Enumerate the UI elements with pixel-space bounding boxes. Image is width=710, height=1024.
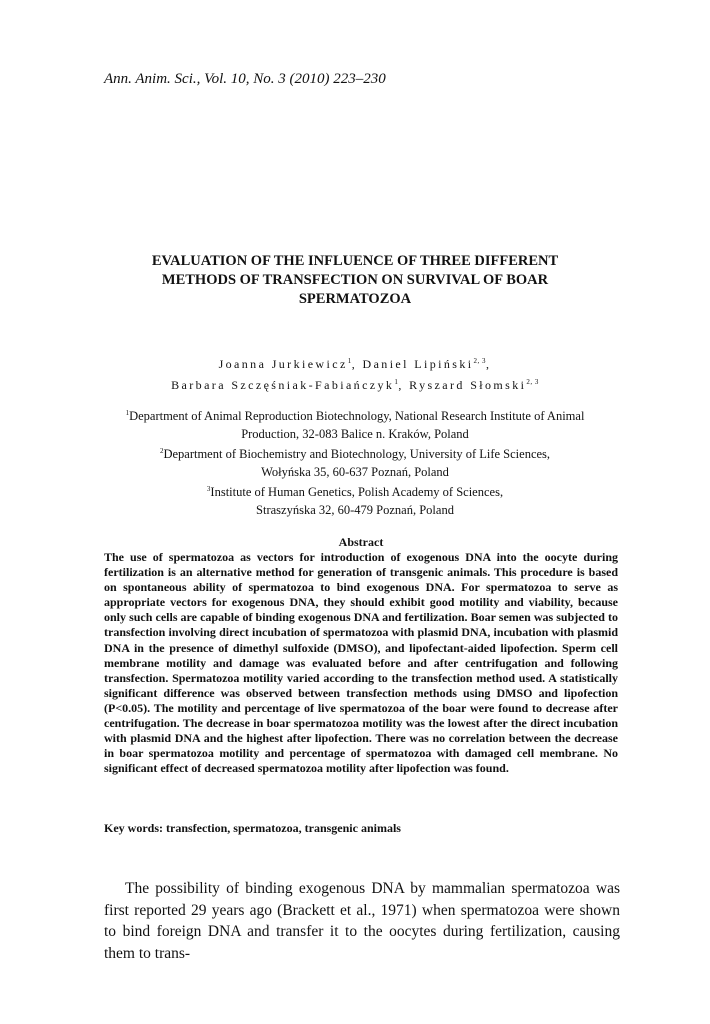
affiliation-line: Straszyńska 32, 60-479 Poznań, Poland [256,502,454,517]
author-affil-ref: 2, 3 [526,378,539,386]
affiliation-line [110,481,600,502]
affiliation-text: Department of Animal Reproduction Biotechnology, National Research Institute of Animal [129,409,585,424]
affiliation-number: 2 [159,447,164,456]
title-line: METHODS OF TRANSFECTION ON SURVIVAL OF BOAR [161,272,549,288]
author-affil-ref: 1 [347,357,352,365]
author-name: Daniel Lipiński [362,357,474,371]
body-paragraph: The possibility of binding exogenous DNA by mammalian spermatozoa was first reported 29 years ago (Brackett et al., 1971) when spermatozoa were shown to bind foreign DNA and transfer it to the oocytes during fertilization, causing them to trans- [104,880,620,962]
keywords: Key words: transfection, spermatozoa, transgenic animals [104,821,401,835]
author-affil-ref: 2, 3 [473,357,486,365]
paper-title [120,252,590,309]
affiliation-text: Department of Biochemistry and Biotechnology, University of Life Sciences, [163,447,551,462]
author-name: Barbara Szczęśniak-Fabiańczyk [171,378,395,392]
affiliation-number: 1 [125,409,130,417]
author-affil-ref: 1 [394,378,399,386]
abstract-text: The use of spermatozoa as vectors for introduction of exogenous DNA into the oocyte during fertilization is an alternative method for generation of transgenic animals. This procedure is based on spontaneous ability of spermatozoa to bind exogenous DNA. For spermatozoa to serve as appropriate vectors for exogenous DNA, they should exhibit good motility and viability, because only such cells are capable of binding exogenous DNA and fertilization. Boar semen was subjected to transfection involving direct incubation of spermatozoa with plasmid DNA, incubation with plasmid DNA in the presence of dimethyl sulfoxide (DMSO), and lipofectant-aided lipofection. Sperm cell membrane motility and damage was evaluated before and after centrifugation and following transfection. Spermatozoa motility varied according to the transfection method used. A statistically significant difference was observed between transfection methods using DMSO and lipofection (P<0.05). The motility and percentage of live spermatozoa of the boar were found to decrease after centrifugation. The decrease in boar spermatozoa motility was the lowest after the direct incubation with plasmid DNA and the highest after lipofection. There was no correlation between the decrease in boar spermatozoa motility and percentage of spermatozoa with damaged cell membrane. No significant effect of decreased spermatozoa motility after lipofection was found. [104,550,618,776]
affiliation-line: Production, 32-083 Balice n. Kraków, Poland [241,426,469,441]
affiliation-text: Institute of Human Genetics, Polish Academy of Sciences, [210,485,504,500]
affiliation-line: Wołyńska 35, 60-637 Poznań, Poland [261,464,449,479]
author-line: Barbara Szczęśniak-Fabiańczyk$^1$, Ryszard Słomski$^{2, 3}$ [171,378,539,392]
abstract-heading: Abstract [338,535,384,549]
affiliations [110,405,600,519]
affiliation-line [110,443,600,464]
title-line: EVALUATION OF THE INFLUENCE OF THREE DIFFERENT [151,253,559,269]
author-line: Joanna Jurkiewicz$^1$, Daniel Lipiński$^{2, 3}$, [218,357,492,371]
affiliation-number: 3 [206,485,211,494]
author-name: Joanna Jurkiewicz [218,357,348,371]
journal-citation: Ann. Anim. Sci., Vol. 10, No. 3 (2010) 223–230 [104,71,386,87]
author-list [100,352,610,394]
author-name: Ryszard Słomski [409,378,527,392]
title-line: SPERMATOZOA [298,291,412,307]
affiliation-line [110,405,600,426]
